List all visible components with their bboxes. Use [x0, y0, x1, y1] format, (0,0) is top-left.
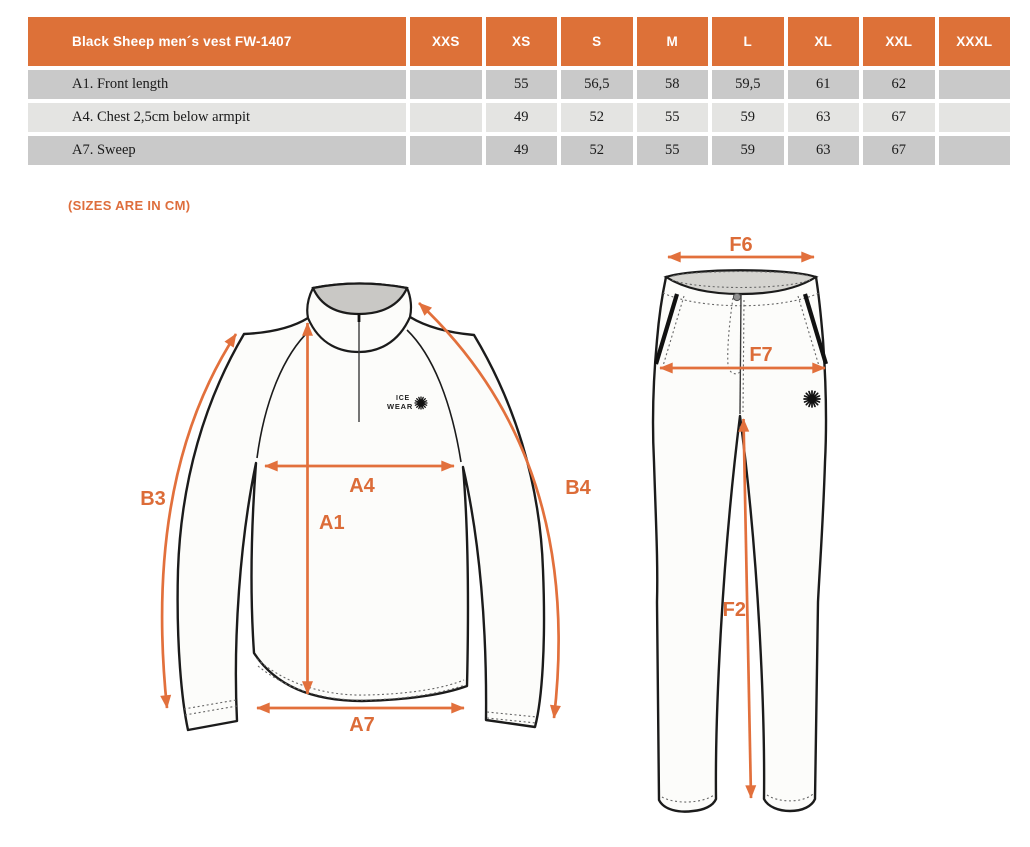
cell-value: 55 — [637, 136, 709, 165]
cell-value: 49 — [486, 136, 558, 165]
b3-measure-label: B3 — [140, 488, 166, 510]
cell-value: 63 — [788, 103, 860, 132]
cell-value: 67 — [863, 103, 935, 132]
row-label: A4. Chest 2,5cm below armpit — [28, 103, 406, 132]
cell-value: 55 — [637, 103, 709, 132]
cell-value: 52 — [561, 136, 633, 165]
cell-value: 59,5 — [712, 70, 784, 99]
size-header-xxl: XXL — [863, 17, 935, 66]
size-header-l: L — [712, 17, 784, 66]
brand-logo-text-line1: ICE — [395, 395, 411, 402]
cell-value: 56,5 — [561, 70, 633, 99]
pants-diagram — [653, 234, 826, 812]
f6-measure-label: F6 — [729, 234, 753, 256]
sizes-unit-note: (SIZES ARE IN CM) — [68, 198, 191, 213]
a4-measure-label: A4 — [349, 475, 375, 497]
snowflake-icon — [415, 397, 427, 409]
pants-button — [733, 293, 740, 300]
vest-body-outline — [178, 317, 544, 730]
snowflake-icon — [804, 391, 820, 407]
cell-value: 67 — [863, 136, 935, 165]
size-header-xxs: XXS — [410, 17, 482, 66]
vest-diagram — [140, 284, 591, 737]
size-header-xs: XS — [486, 17, 558, 66]
size-header-s: S — [561, 17, 633, 66]
cell-value: 52 — [561, 103, 633, 132]
pants-fly-line — [740, 294, 741, 414]
cell-value: 59 — [712, 103, 784, 132]
product-title: Black Sheep men´s vest FW-1407 — [28, 17, 406, 66]
cell-value: 49 — [486, 103, 558, 132]
size-header-xxxl: XXXL — [939, 17, 1011, 66]
f2-measure-label: F2 — [722, 599, 746, 621]
cell-value: 58 — [637, 70, 709, 99]
cell-value: 61 — [788, 70, 860, 99]
a7-measure-label: A7 — [349, 714, 375, 736]
cell-value: 62 — [863, 70, 935, 99]
cell-value: 55 — [486, 70, 558, 99]
cell-value: 59 — [712, 136, 784, 165]
size-header-xl: XL — [788, 17, 860, 66]
b4-measure-label: B4 — [565, 477, 591, 499]
pants-body-outline — [653, 277, 826, 812]
a1-measure-label: A1 — [319, 512, 345, 534]
cell-value: 63 — [788, 136, 860, 165]
f7-measure-label: F7 — [749, 344, 773, 366]
size-header-m: M — [637, 17, 709, 66]
row-label: A7. Sweep — [28, 136, 406, 165]
brand-logo-text-line2: WEAR — [386, 402, 414, 411]
row-label: A1. Front length — [28, 70, 406, 99]
